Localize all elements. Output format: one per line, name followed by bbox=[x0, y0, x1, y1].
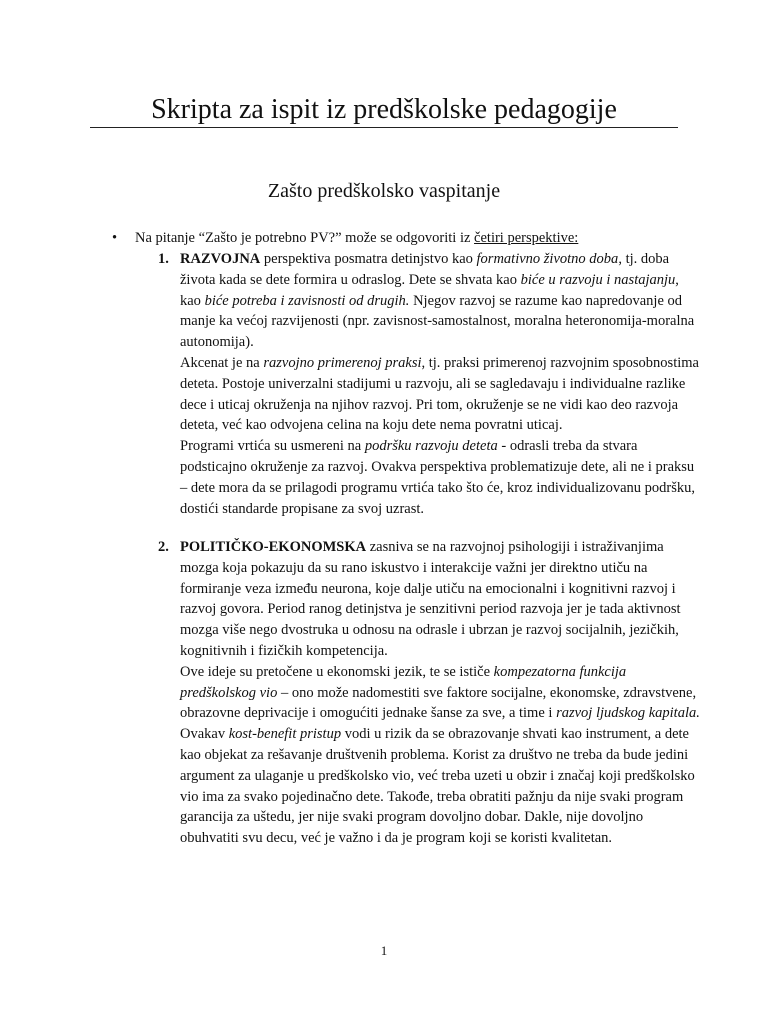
list-item-politicko-ekonomska bbox=[158, 537, 700, 849]
italic-run: podršku razvoju deteta bbox=[364, 438, 498, 455]
text-run: Programi vrtića su usmereni na bbox=[180, 438, 365, 455]
bullet-marker: • bbox=[112, 230, 118, 246]
intro-underlined-text: četiri perspektive: bbox=[474, 230, 579, 246]
text-run: - odrasli treba da stvara podsticajno okruženje za razvoj. Ovakva perspektiva problematizuje dete, ali ne i praksu – dete mora da se prilagodi programu vrtića tako što će, kroz individualizovanu podršku, dostići standarde propisane za svoj uzrast. bbox=[180, 438, 696, 517]
italic-run: biće potreba i zavisnosti od drugih. bbox=[204, 292, 410, 309]
item-paragraph-2 bbox=[180, 353, 700, 436]
intro-bullet-item bbox=[112, 228, 695, 249]
item-number: 2. bbox=[158, 539, 169, 555]
italic-run: biće u razvoju i nastajanju bbox=[520, 271, 676, 288]
text-run: Ovakav bbox=[180, 726, 229, 743]
item-paragraph-3 bbox=[180, 724, 700, 849]
item-paragraph-1 bbox=[180, 249, 700, 353]
section-heading: Zašto predškolsko vaspitanje bbox=[267, 180, 501, 202]
item-number: 1. bbox=[158, 251, 169, 267]
text-run: – ono može nadomestiti sve faktore socijalne, ekonomske, zdravstvene, obrazovne deprivacije i omogućiti jednake šanse za sve, a time i bbox=[180, 684, 697, 722]
list-item-razvojna bbox=[158, 249, 700, 519]
text-run: , kao bbox=[180, 271, 679, 309]
italic-run: formativno životno doba bbox=[476, 251, 619, 267]
page-number: 1 bbox=[380, 943, 388, 958]
document-title: Skripta za ispit iz predškolske pedagogije bbox=[151, 94, 617, 125]
text-run: Ove ideje su pretočene u ekonomski jezik, te se ističe bbox=[180, 663, 494, 680]
item-title: RAZVOJNA bbox=[180, 251, 261, 267]
intro-text: Na pitanje “Zašto je potrebno PV?” može se odgovoriti iz bbox=[135, 230, 475, 246]
text-run: zasniva se na razvojnoj psihologiji i istraživanjima mozga koja pokazuju da su rano iskustvo i interakcije važni jer direktno utiču na formiranje veza između neurona, koje dalje utiču na emocionalni i kognitivni razvoj i razvoj govora. Period ranog detinjstva je senzitivni period razvoja jer je tada aktivnost mozga više nego dvostruka u odnosu na odrasle i ubrzan je razvoj socijalnih, jezičkih, kognitivnih i fizičkih kompetencija. bbox=[180, 539, 681, 659]
item-paragraph-2 bbox=[180, 662, 700, 724]
text-run: perspektiva posmatra detinjstvo kao bbox=[260, 251, 477, 267]
text-run: Akcenat je na bbox=[180, 354, 264, 371]
text-run: vodi u rizik da se obrazovanje shvati kao instrument, a dete kao objekat za rešavanje društvenih problema. Korist za društvo ne treba da bude jedini argument za ulaganje u predškolsko vio, već treba uzeti u obzir i značaj koji predškolsko vio ima za svako pojedinačno dete. Takođe, treba obratiti pažnju da nije svaki program garancija za uštedu, jer nije svaki program dovoljno dobar. Dakle, nije dovoljno obuhvatiti svu decu, već je važno i da je program koji se koristi kvalitetan. bbox=[180, 726, 695, 847]
italic-run: razvoj ljudskog kapitala. bbox=[556, 705, 700, 722]
title-underline-divider bbox=[90, 127, 678, 128]
italic-run: kompezatorna funkcija predškolskog vio bbox=[180, 663, 627, 701]
text-run: Njegov razvoj se razume kao napredovanje od manje ka većoj razvijenosti (npr. zavisnost-samostalnost, moralna heteronomija-moralna autonomija). bbox=[180, 292, 695, 351]
text-run: , tj. praksi primerenoj razvojnim sposobnostima deteta. Postoje univerzalni stadijumi u razvoju, ali se sagledavaju i individualne razlike dece i uticaj okruženja na njihov razvoj. Pri tom, okruženje se ne vidi kao deo razvoja deteta, već kao odvojena celina na koju dete nema povratni uticaj. bbox=[180, 354, 699, 434]
item-paragraph-3 bbox=[180, 436, 700, 519]
item-title: POLITIČKO-EKONOMSKA bbox=[180, 539, 367, 555]
italic-run: razvojno primerenoj praksi bbox=[263, 354, 422, 371]
text-run: , tj. doba života kada se dete formira u odraslog. Dete se shvata kao bbox=[180, 251, 670, 288]
item-paragraph-1 bbox=[180, 537, 700, 662]
italic-run: kost-benefit pristup bbox=[228, 726, 342, 743]
